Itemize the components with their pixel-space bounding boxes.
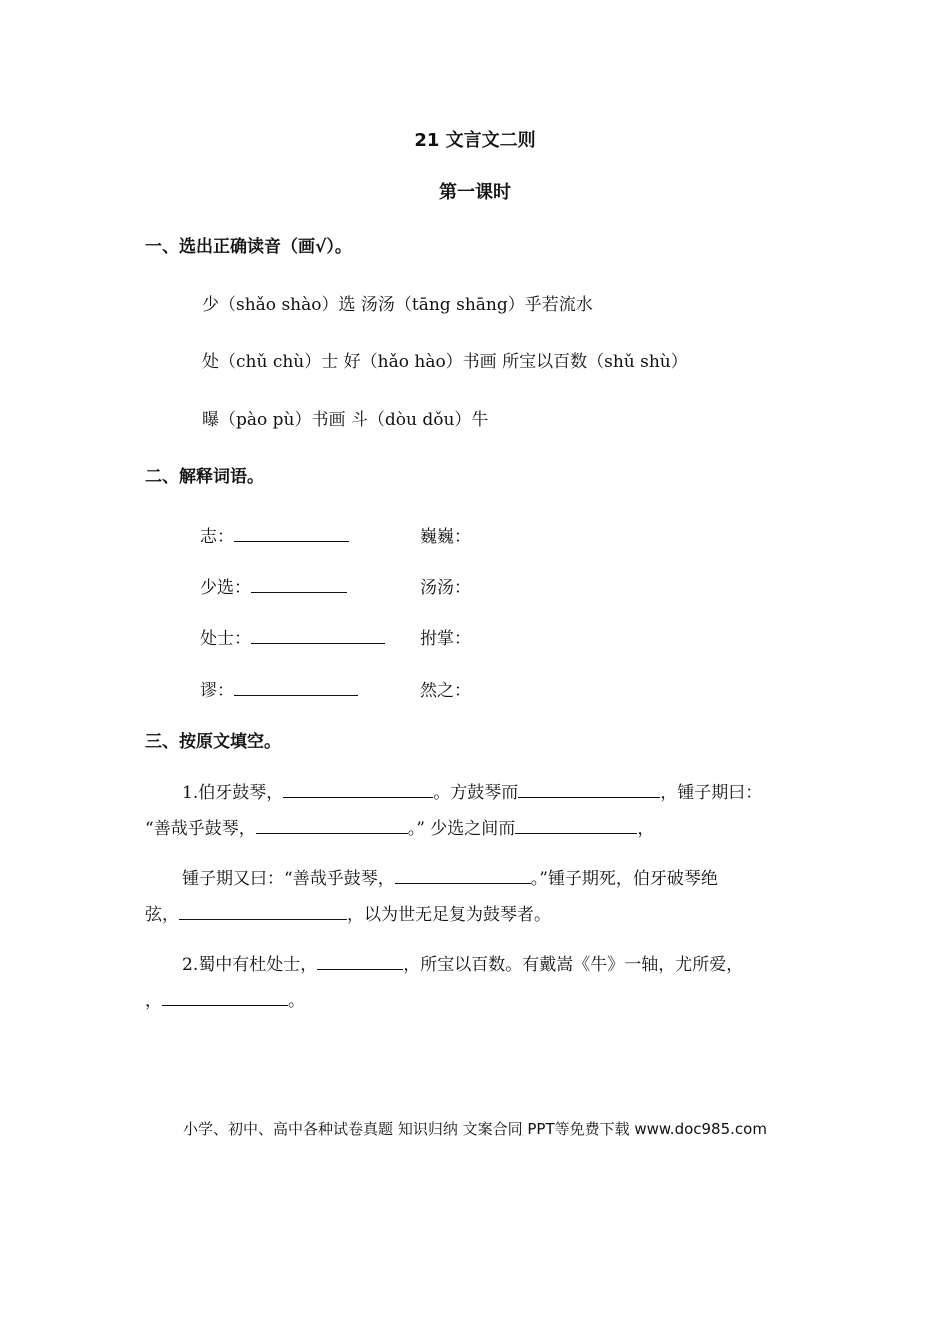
q1-line-1	[182, 778, 762, 803]
q1-text: ，锺子期曰：	[660, 783, 763, 803]
section3-heading: 三、按原文填空。	[145, 732, 281, 752]
footer-promo: 小学、初中、高中各种试卷真题 知识归纳 文案合同 PPT等免费下载 www.doc985.com	[183, 1120, 767, 1138]
vocab-item-shaoxuan	[200, 573, 347, 598]
q1-text: 。”锺子期死，伯牙破琴绝	[530, 869, 718, 889]
answer-blank[interactable]	[234, 525, 349, 542]
answer-blank[interactable]	[251, 627, 385, 644]
answer-blank[interactable]	[234, 679, 358, 696]
answer-blank[interactable]	[256, 817, 408, 834]
answer-blank[interactable]	[317, 953, 403, 970]
section1-heading: 一、选出正确读音（画√）。	[145, 237, 352, 257]
q1-text: 。” 少选之间而	[407, 819, 516, 839]
vocab-item-chushi	[200, 624, 385, 649]
q1-text: 。方鼓琴而	[433, 783, 519, 803]
section2-heading: 二、解释词语。	[145, 467, 264, 487]
vocab-label: 谬：	[200, 681, 234, 701]
q1-text: ，以为世无足复为鼓琴者。	[347, 905, 551, 925]
page-title: 21 文言文二则	[414, 130, 536, 151]
q1-text: ，	[637, 819, 655, 839]
q2-text: 2.蜀中有杜处士，	[182, 955, 318, 975]
vocab-item-zhi	[200, 522, 349, 547]
answer-blank[interactable]	[162, 989, 288, 1006]
q1-text: 弦，	[145, 905, 179, 925]
vocab-label: 少选：	[200, 578, 251, 598]
page-subtitle: 第一课时	[439, 182, 511, 203]
answer-blank[interactable]	[179, 903, 347, 920]
pinyin-line-2: 处（chǔ chù）士 好（hǎo hào）书画 所宝以百数（shǔ shù）	[202, 352, 688, 372]
vocab-label: 志：	[200, 527, 234, 547]
q1-line-4	[145, 900, 551, 925]
answer-blank[interactable]	[283, 781, 433, 798]
q2-text: ，	[145, 991, 162, 1011]
pinyin-line-1: 少（shǎo shào）选 汤汤（tāng shāng）乎若流水	[202, 295, 593, 315]
vocab-label: 处士：	[200, 629, 251, 649]
vocab-item-ranzhi: 然之：	[420, 681, 471, 701]
q1-text: 1.伯牙鼓琴，	[182, 783, 284, 803]
vocab-item-miu	[200, 676, 358, 701]
q2-text: 。	[288, 991, 305, 1011]
vocab-item-fuzhang: 拊掌：	[420, 629, 471, 649]
q1-line-2	[145, 814, 654, 839]
answer-blank[interactable]	[395, 867, 531, 884]
q1-line-3	[182, 864, 718, 889]
q2-text: ，所宝以百数。有戴嵩《牛》一轴，尤所爱，	[403, 955, 744, 975]
vocab-item-shangshang: 汤汤：	[420, 578, 471, 598]
answer-blank[interactable]	[251, 576, 347, 593]
pinyin-line-3: 曝（pào pù）书画 斗（dòu dǒu）牛	[202, 410, 489, 430]
answer-blank[interactable]	[515, 817, 637, 834]
q2-line-2	[145, 986, 305, 1011]
q1-text: “善哉乎鼓琴，	[145, 819, 256, 839]
q2-line-1	[182, 950, 743, 975]
answer-blank[interactable]	[518, 781, 660, 798]
q1-text: 锺子期又曰：“善哉乎鼓琴，	[182, 869, 395, 889]
vocab-item-weiwei: 巍巍：	[420, 527, 471, 547]
